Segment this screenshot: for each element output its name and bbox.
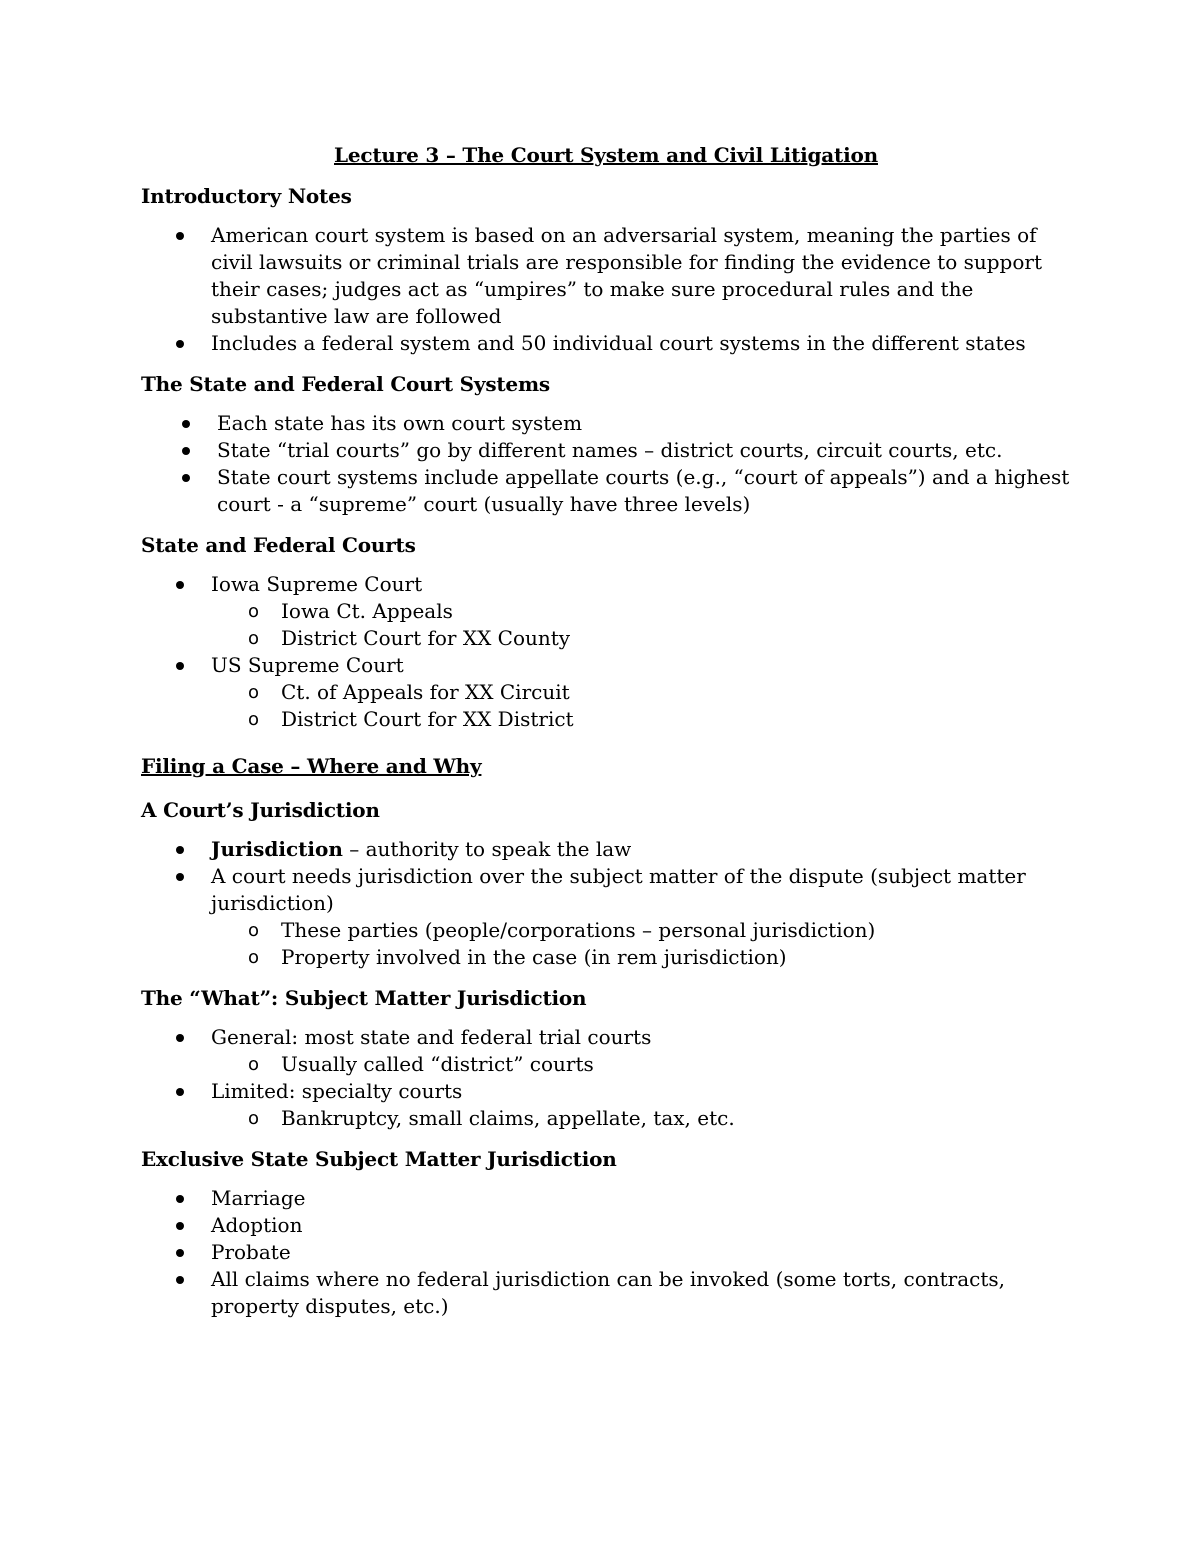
bullet-icon: [176, 340, 184, 348]
hollow-bullet-icon: o: [248, 920, 260, 941]
list-item: American court system is based on an adversarial system, meaning the parties of civil lawsuits or criminal trials are responsible for finding the evidence to support their cases; judges act as “umpires” to make sure procedural rules and the substantive law are followed: [141, 222, 1071, 330]
sub-list: [211, 1051, 1071, 1078]
section-heading-filing-a-case: Filing a Case – Where and Why: [141, 754, 482, 778]
hollow-bullet-icon: o: [248, 682, 260, 703]
bullet-list-introductory-notes: [141, 222, 1071, 357]
hollow-bullet-icon: o: [248, 628, 260, 649]
bullet-icon: [176, 1249, 184, 1257]
sub-list-item: o Usually called “district” courts: [248, 1052, 594, 1076]
bullet-icon: [176, 662, 184, 670]
sub-list: [211, 1105, 1071, 1132]
list-item: General: most state and federal trial courts o Usually called “district” courts: [141, 1024, 1071, 1078]
section-heading-courts-jurisdiction: A Court’s Jurisdiction: [141, 798, 380, 822]
list-item: Includes a federal system and 50 individual court systems in the different states: [141, 330, 1071, 357]
section-heading-state-federal-systems: The State and Federal Court Systems: [141, 372, 550, 396]
section-heading-subject-matter: The “What”: Subject Matter Jurisdiction: [141, 986, 587, 1010]
sub-list-item: o Bankruptcy, small claims, appellate, tax, etc.: [248, 1106, 735, 1130]
page-title: Lecture 3 – The Court System and Civil Litigation: [334, 143, 878, 167]
hollow-bullet-icon: o: [248, 1108, 260, 1129]
sub-list-item: o District Court for XX District: [248, 707, 574, 731]
bullet-icon: [176, 1276, 184, 1284]
list-item: Each state has its own court system: [141, 410, 1071, 437]
sub-list-item: o Ct. of Appeals for XX Circuit: [248, 680, 570, 704]
list-item: Probate: [141, 1239, 1071, 1266]
defined-term: Jurisdiction: [211, 837, 343, 861]
list-item: All claims where no federal jurisdiction can be invoked (some torts, contracts, property disputes, etc.): [141, 1266, 1071, 1320]
sub-list: [211, 917, 1071, 971]
hollow-bullet-icon: o: [248, 1054, 260, 1075]
section-heading-state-federal-courts: State and Federal Courts: [141, 533, 416, 557]
hollow-bullet-icon: o: [248, 709, 260, 730]
hollow-bullet-icon: o: [248, 601, 260, 622]
bullet-list-courts-jurisdiction: [141, 836, 1071, 971]
bullet-list-subject-matter: [141, 1024, 1071, 1132]
list-item: Iowa Supreme Court o Iowa Ct. Appeals o District Court for XX County: [141, 571, 1071, 652]
section-heading-exclusive-state: Exclusive State Subject Matter Jurisdiction: [141, 1147, 617, 1171]
list-item: US Supreme Court o Ct. of Appeals for XX Circuit o District Court for XX District: [141, 652, 1071, 733]
bullet-icon: [176, 1195, 184, 1203]
list-item: Jurisdiction – authority to speak the law: [141, 836, 1071, 863]
sub-list: [211, 679, 1071, 733]
bullet-icon: [176, 1222, 184, 1230]
bullet-icon: [182, 420, 190, 428]
bullet-icon: [176, 873, 184, 881]
sub-list-item: o These parties (people/corporations – personal jurisdiction): [248, 918, 876, 942]
bullet-icon: [176, 1088, 184, 1096]
bullet-icon: [182, 447, 190, 455]
bullet-icon: [176, 232, 184, 240]
bullet-list-state-federal-systems: [141, 410, 1071, 518]
bullet-icon: [176, 846, 184, 854]
list-item: Adoption: [141, 1212, 1071, 1239]
sub-list-item: o Property involved in the case (in rem jurisdiction): [248, 945, 787, 969]
bullet-icon: [176, 1034, 184, 1042]
document-page: [141, 140, 1071, 1334]
bullet-list-exclusive-state: [141, 1185, 1071, 1320]
list-item: State court systems include appellate courts (e.g., “court of appeals”) and a highest court - a “supreme” court (usually have three levels): [141, 464, 1071, 518]
bullet-icon: [176, 581, 184, 589]
list-item: State “trial courts” go by different names – district courts, circuit courts, etc.: [141, 437, 1071, 464]
list-item: Limited: specialty courts o Bankruptcy, small claims, appellate, tax, etc.: [141, 1078, 1071, 1132]
hollow-bullet-icon: o: [248, 947, 260, 968]
sub-list-item: o Iowa Ct. Appeals: [248, 599, 453, 623]
sub-list-item: o District Court for XX County: [248, 626, 571, 650]
list-item: A court needs jurisdiction over the subject matter of the dispute (subject matter jurisdiction) o These parties (people/corporations – personal jurisdiction) o Property involved in the case (in rem jurisdiction): [141, 863, 1071, 971]
bullet-list-state-federal-courts: [141, 571, 1071, 733]
section-heading-introductory-notes: Introductory Notes: [141, 184, 352, 208]
list-item: Marriage: [141, 1185, 1071, 1212]
sub-list: [211, 598, 1071, 652]
bullet-icon: [182, 474, 190, 482]
